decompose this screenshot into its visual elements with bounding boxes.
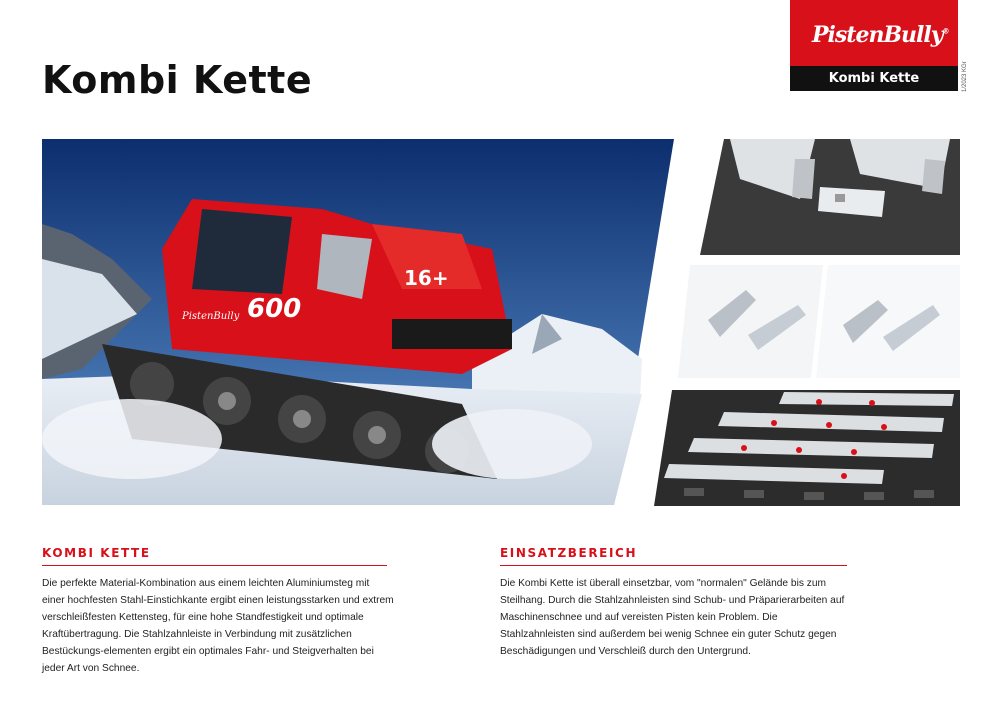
section-divider [500, 565, 847, 566]
thumb-steel-fittings [678, 265, 960, 378]
pistenbully-logo [812, 22, 949, 48]
thumb-aluminium-crossbars [700, 139, 960, 255]
section-heading-einsatzbereich: EINSATZBEREICH [500, 546, 638, 560]
vehicle-cab-badge: 16+ [404, 266, 449, 290]
vehicle-model-badge: 600 [247, 294, 302, 324]
page-title: Kombi Kette [42, 58, 313, 102]
product-label: Kombi Kette [790, 66, 958, 91]
brand-logo-panel [790, 0, 958, 66]
section-heading-kombi-kette: KOMBI KETTE [42, 546, 151, 560]
main-photo-snow-groomer [42, 139, 674, 505]
section-text-einsatzbereich: Die Kombi Kette ist überall einsetzbar, vom "normalen" Gelände bis zum Steilhang. Durch die Stahlzahnleisten sind Schub- und Präparierarbeiten auf Maschinenschnee und auf vereisten Pisten kein Problem. Die Stahlzahnleisten sind außerdem bei wenig Schnee ein guter Schutz gegen Beschädigungen und Verschleiß durch den Untergrund. [500, 578, 845, 657]
brand-block [790, 0, 958, 91]
registered-mark: ® [942, 26, 949, 36]
thumb-track-tooth-bars [654, 390, 960, 506]
section-divider [42, 565, 387, 566]
document-reference: 1/2023 KGr [962, 61, 968, 92]
section-text-kombi-kette: Die perfekte Material-Kombination aus einem leichten Aluminiumsteg mit einer hochfesten Stahl-Einstichkante ergibt einen leistungsstarken und extrem verschleißfesten Kettensteg, für eine hohe Standfestigkeit und optimale Kraftübertragung. Die Stahlzahnleiste in Verbindung mit zusätzlichen Bestückungs-elementen ergibt ein optimales Fahr- und Steigverhalten bei jeder Art von Schnee. [42, 578, 394, 674]
vehicle-logo-badge: PistenBully [182, 311, 240, 322]
brand-logo-text: PistenBully [812, 22, 943, 48]
